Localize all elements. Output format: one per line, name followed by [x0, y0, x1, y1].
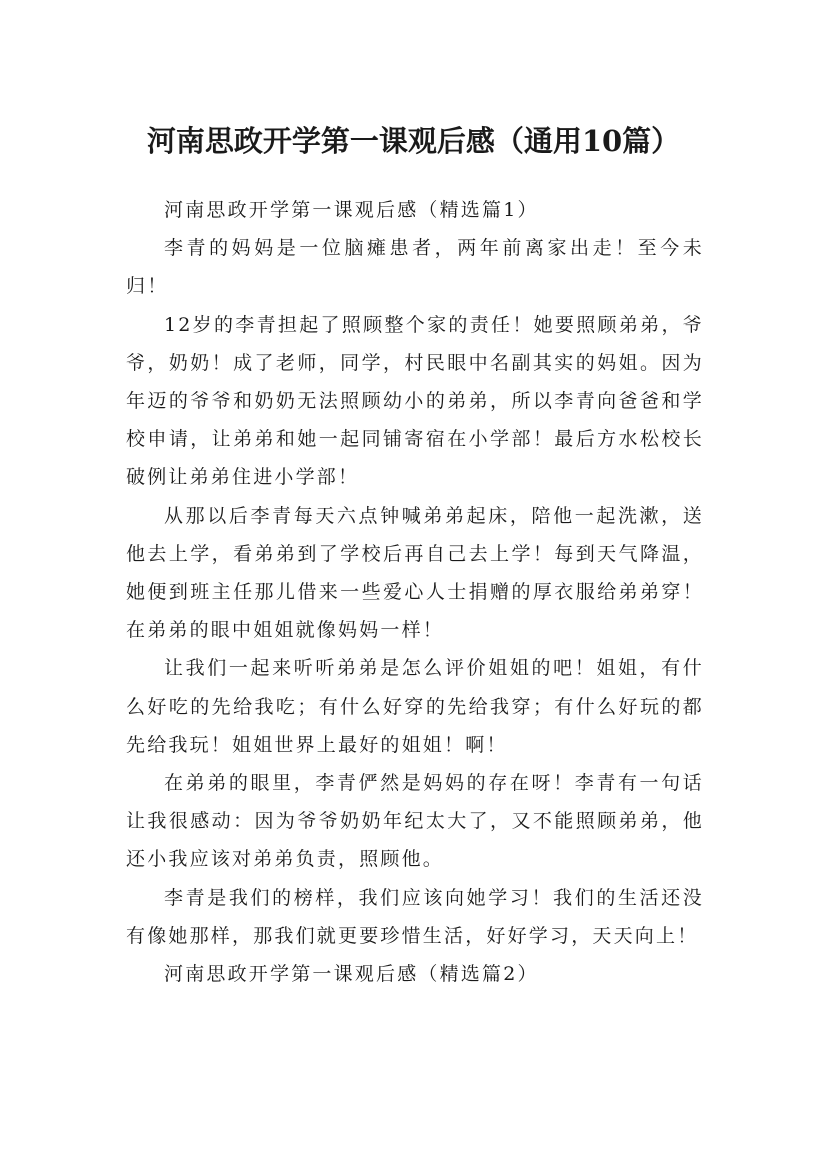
- body-paragraph: 让我们一起来听听弟弟是怎么评价姐姐的吧！姐姐，有什么好吃的先给我吃；有什么好穿的先给我穿；有什么好玩的都先给我玩！姐姐世界上最好的姐姐！啊！: [126, 657, 704, 756]
- section-heading: 河南思政开学第一课观后感（精选篇2）: [164, 963, 539, 986]
- body-paragraph: 李青的妈妈是一位脑瘫患者，两年前离家出走！至今未归！: [126, 237, 704, 298]
- body-paragraph: 从那以后李青每天六点钟喊弟弟起床，陪他一起洗漱，送他去上学，看弟弟到了学校后再自己去上学！每到天气降温，她便到班主任那儿借来一些爱心人士捐赠的厚衣服给弟弟穿！在弟弟的眼中姐姐就像妈妈一样！: [126, 504, 704, 642]
- body-paragraph: 在弟弟的眼里，李青俨然是妈妈的存在呀！李青有一句话让我很感动：因为爷爷奶奶年纪太大了，又不能照顾弟弟，他还小我应该对弟弟负责，照顾他。: [126, 772, 704, 871]
- body-paragraph: 李青是我们的榜样，我们应该向她学习！我们的生活还没有像她那样，那我们就更要珍惜生活，好好学习，天天向上！: [126, 886, 704, 947]
- section-heading: 河南思政开学第一课观后感（精选篇1）: [164, 199, 539, 221]
- document-title: 河南思政开学第一课观后感（通用10篇）: [146, 124, 681, 159]
- body-paragraph: 12岁的李青担起了照顾整个家的责任！她要照顾弟弟，爷爷，奶奶！成了老师，同学，村民眼中名副其实的妈姐。因为年迈的爷爷和奶奶无法照顾幼小的弟弟，所以李青向爸爸和学校申请，让弟弟和她一起同铺寄宿在小学部！最后方水松校长破例让弟弟住进小学部！: [126, 313, 704, 489]
- document-body: [126, 191, 704, 993]
